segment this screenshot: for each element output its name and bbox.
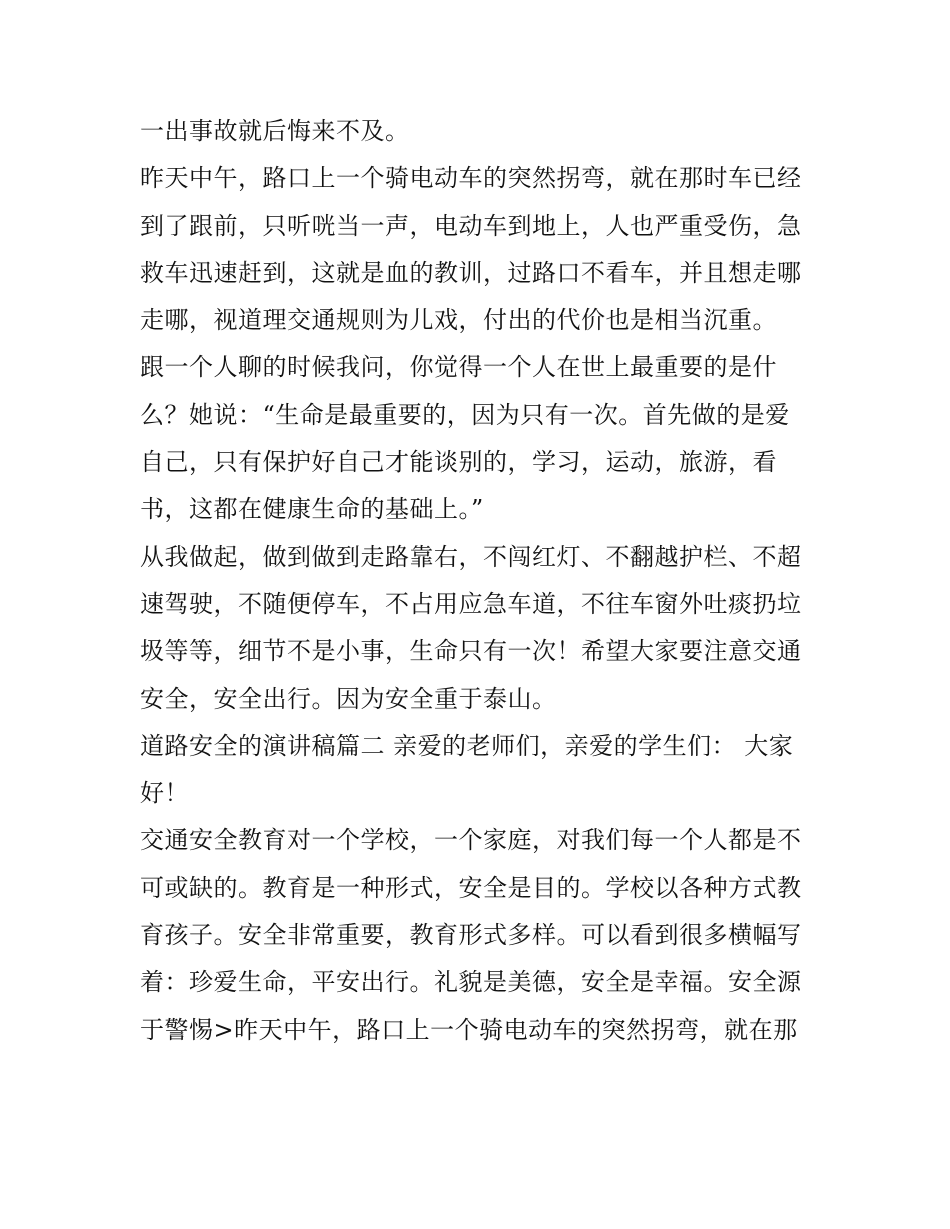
text-line: 交通安全教育对一个学校，一个家庭，对我们每一个人都是不 (140, 826, 802, 855)
text-line: 自己，只有保护好自己才能谈别的，学习，运动，旅游，看 (140, 448, 777, 477)
text-line: 道路安全的演讲稿篇二 亲爱的老师们，亲爱的学生们： 大家 (140, 731, 794, 760)
text-line: 么？她说：“生命是最重要的，因为只有一次。首先做的是爱 (140, 400, 790, 429)
text-line: 育孩子。安全非常重要，教育形式多样。可以看到很多横幅写 (140, 921, 802, 950)
text-line: 速驾驶，不随便停车，不占用应急车道，不往车窗外吐痰扔垃 (140, 589, 802, 618)
document-body (140, 108, 820, 1054)
text-line: 一出事故就后悔来不及。 (140, 117, 410, 145)
text-line: 救车迅速赶到，这就是血的教训，过路口不看车，并且想走哪 (140, 258, 802, 287)
text-line: 走哪，视道理交通规则为儿戏，付出的代价也是相当沉重。 (140, 306, 777, 335)
text-line: 圾等等，细节不是小事，生命只有一次！希望大家要注意交通 (140, 637, 802, 666)
text-line: 从我做起，做到做到走路靠右，不闯红灯、不翻越护栏、不超 (140, 542, 802, 571)
text-line: 于警惕>昨天中午，路口上一个骑电动车的突然拐弯，就在那 (140, 1015, 798, 1044)
text-line: 跟一个人聊的时候我问，你觉得一个人在世上最重要的是什 (140, 353, 777, 382)
text-line: 着：珍爱生命，平安出行。礼貌是美德，安全是幸福。安全源 (140, 968, 802, 997)
text-line: 到了跟前，只听咣当一声，电动车到地上，人也严重受伤，急 (140, 211, 802, 240)
text-line: 昨天中午，路口上一个骑电动车的突然拐弯，就在那时车已经 (140, 164, 802, 193)
text-line: 安全，安全出行。因为安全重于泰山。 (140, 684, 557, 713)
text-line: 可或缺的。教育是一种形式，安全是目的。学校以各种方式教 (140, 873, 802, 902)
text-line: 书，这都在健康生命的基础上。” (140, 495, 484, 524)
text-line: 好！ (140, 779, 189, 808)
